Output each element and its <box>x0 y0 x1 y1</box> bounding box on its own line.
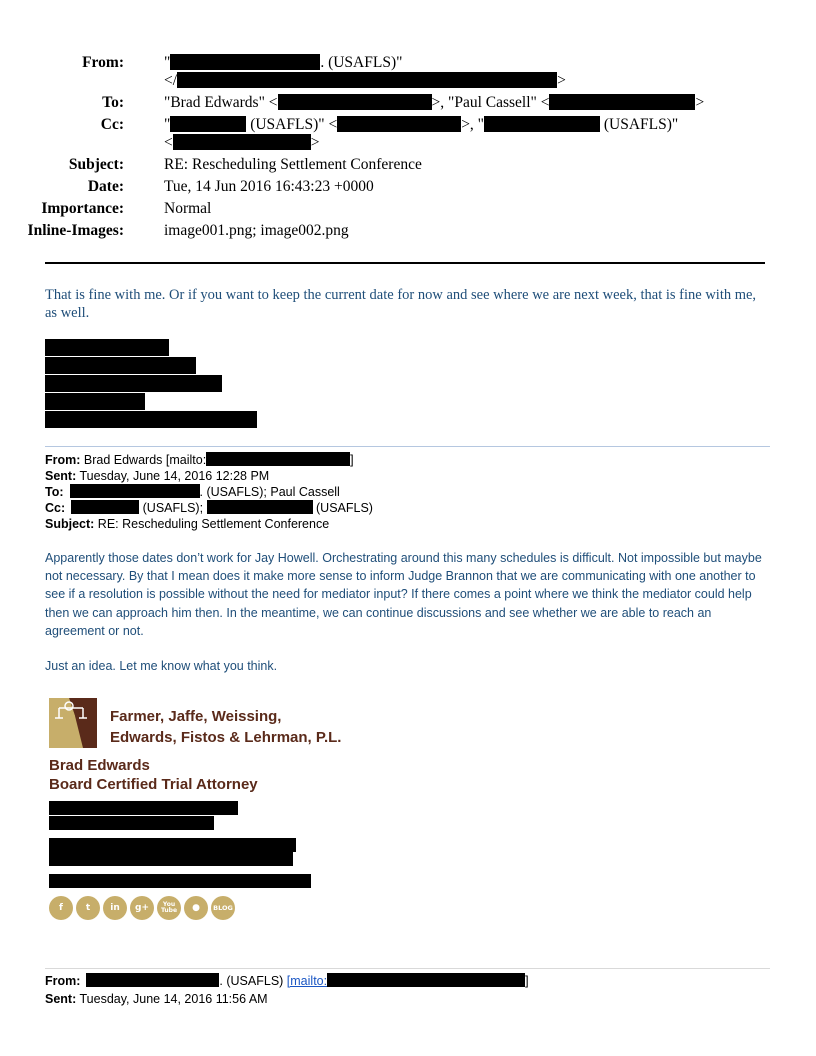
redaction <box>278 94 432 110</box>
redaction <box>45 393 145 410</box>
header-divider <box>45 262 765 264</box>
mailto-link[interactable]: [mailto: <box>286 974 328 988</box>
redaction <box>45 357 196 374</box>
redaction <box>49 838 296 852</box>
quoted2-sent-row: Sent: Tuesday, June 14, 2016 11:56 AM <box>45 992 268 1006</box>
redaction <box>170 116 246 132</box>
reply-body: That is fine with me. Or if you want to keep the current date for now and see where we are next week, that is fine with me, as well. <box>45 287 757 321</box>
to-value: "Brad Edwards" < >, "Paul Cassell" < > <box>164 94 705 111</box>
redaction <box>327 973 525 987</box>
redaction <box>86 973 219 987</box>
firm-name-line-2: Edwards, Fistos & Lehrman, P.L. <box>110 729 342 746</box>
redaction <box>549 94 695 110</box>
date-label: Date: <box>87 178 124 195</box>
redaction <box>49 816 214 830</box>
quoted1-cc-row: Cc: (USAFLS); (USAFLS) <box>45 501 373 515</box>
redaction <box>70 484 200 498</box>
quoted1-body: Apparently those dates don’t work for Jay Howell. Orchestrating around this many schedules is difficult. Not impossible but maybe not necessary. By that I mean does it make more sense to inform Judge Brannon that we are communicating with one another to see if a resolution is possible without the need for mediator input? If there comes a point where we think the mediator could help then we can approach him then. In the meantime, we can continue discussions and see whether we are able to reach an agreement or not. <box>45 551 762 638</box>
scales-of-justice-icon <box>49 698 97 748</box>
redaction <box>49 874 311 888</box>
redaction <box>71 500 139 514</box>
firm-name-line-1: Farmer, Jaffe, Weissing, <box>110 708 282 725</box>
location-pin-icon[interactable]: ● <box>184 896 208 920</box>
redaction <box>177 72 557 88</box>
redaction <box>337 116 461 132</box>
redaction <box>49 852 293 866</box>
redaction <box>484 116 600 132</box>
redaction <box>207 500 313 514</box>
redaction <box>49 801 238 815</box>
quoted2-from-row: From: . (USAFLS) [mailto: ] <box>45 974 529 988</box>
firm-logo <box>49 698 97 748</box>
redaction <box>206 452 350 466</box>
cc-value: " (USAFLS)" < >, " (USAFLS)" <box>164 116 679 133</box>
signature-title: Board Certified Trial Attorney <box>49 776 258 793</box>
importance-value: Normal <box>164 200 212 217</box>
facebook-icon[interactable]: f <box>49 896 73 920</box>
quote-divider <box>45 446 770 447</box>
to-label: To: <box>102 94 124 111</box>
quoted1-sent-row: Sent: Tuesday, June 14, 2016 12:28 PM <box>45 469 270 483</box>
blog-icon[interactable]: BLOG <box>211 896 235 920</box>
quoted1-subject-row: Subject: RE: Rescheduling Settlement Conference <box>45 517 330 531</box>
date-value: Tue, 14 Jun 2016 16:43:23 +0000 <box>164 178 374 195</box>
quoted1-to-row: To: . (USAFLS); Paul Cassell <box>45 485 340 499</box>
quoted1-closing: Just an idea. Let me know what you think. <box>45 659 278 673</box>
redaction <box>45 411 257 428</box>
redaction <box>45 375 222 392</box>
subject-value: RE: Rescheduling Settlement Conference <box>164 156 422 173</box>
from-value: " . (USAFLS)" <box>164 54 403 71</box>
inline-images-label: Inline-Images: <box>27 222 124 239</box>
subject-label: Subject: <box>68 156 124 173</box>
inline-images-value: image001.png; image002.png <box>164 222 349 239</box>
twitter-icon[interactable]: t <box>76 896 100 920</box>
youtube-icon[interactable]: You Tube <box>157 896 181 920</box>
quoted1-from-row: From: Brad Edwards [mailto: ] <box>45 453 354 467</box>
signature-name: Brad Edwards <box>49 757 150 774</box>
googleplus-icon[interactable]: g+ <box>130 896 154 920</box>
cc-label: Cc: <box>100 116 124 133</box>
from-label: From: <box>82 54 124 71</box>
redaction <box>170 54 320 70</box>
quote-divider-2 <box>45 968 770 969</box>
importance-label: Importance: <box>41 200 124 217</box>
redaction <box>45 339 169 356</box>
linkedin-icon[interactable]: in <box>103 896 127 920</box>
redaction <box>173 134 311 150</box>
